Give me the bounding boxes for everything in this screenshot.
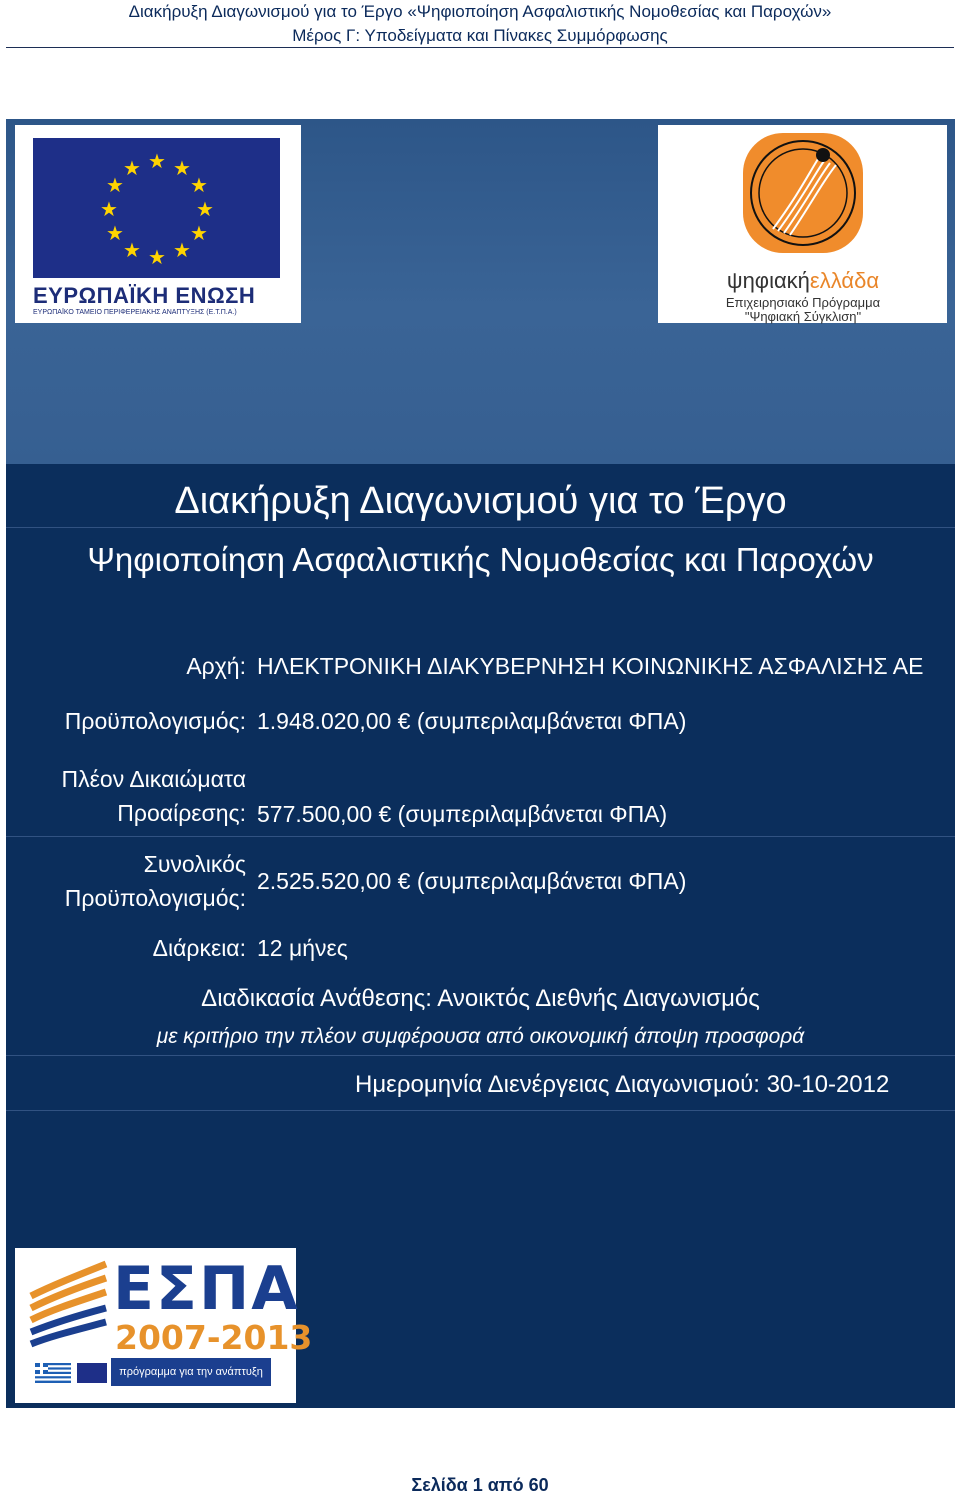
svg-text:★: ★ [196,197,214,221]
document-title: Διακήρυξη Διαγωνισμού για το Έργο [174,480,787,522]
cover-panel [6,119,955,1408]
svg-text:★: ★ [173,238,191,262]
espa-wordmark: ΕΣΠΑ [113,1254,300,1324]
eu-logo-title: ΕΥΡΩΠΑΪΚΗ ΕΝΩΣΗ [33,283,256,308]
espa-tagline-bar [111,1358,271,1386]
espa-tagline: πρόγραμμα για την ανάπτυξη [119,1366,263,1378]
espa-logo [15,1248,313,1403]
espa-swoosh-icon [21,1256,111,1366]
svg-text:★: ★ [190,221,208,245]
svg-text:★: ★ [148,149,166,173]
digital-greece-logo [658,125,947,323]
svg-text:★: ★ [148,245,166,269]
svg-text:★: ★ [106,221,124,245]
total-budget-label-line2: Προϋπολογισμός: [64,885,246,911]
eu-logo-subtitle: ΕΥΡΩΠΑΪΚΟ ΤΑΜΕΙΟ ΠΕΡΙΦΕΡΕΙΑΚΗΣ ΑΝΑΠΤΥΞΗΣ (Ε.Τ.Π.Α.) [33,309,237,316]
digital-greece-name [668,268,938,294]
total-budget-label-line1: Συνολικός [143,851,246,877]
project-title: Ψηφιοποίηση Ασφαλιστικής Νομοθεσίας και Παροχών [87,541,874,578]
header-rule [6,47,954,48]
page-number: Σελίδα 1 από 60 [411,1475,549,1495]
eu-flag-icon [33,138,280,278]
authority-label: Αρχή: [186,653,246,679]
option-label-line2: Προαίρεσης: [117,800,246,826]
svg-text:★: ★ [100,197,118,221]
budget-label: Προϋπολογισμός: [64,708,246,734]
eu-flag-small-icon [77,1363,107,1383]
procedure-line: Διαδικασία Ανάθεσης: Ανοικτός Διεθνής Διαγωνισμός [201,985,760,1012]
svg-text:★: ★ [190,173,208,197]
authority-value: ΗΛΕΚΤΡΟΝΙΚΗ ΔΙΑΚΥΒΕΡΝΗΣΗ ΚΟΙΝΩΝΙΚΗΣ ΑΣΦΑΛΙΣΗΣ ΑΕ [257,653,924,679]
espa-years: 2007-2013 [115,1318,313,1357]
digital-greece-name-a: ψηφιακή [726,268,810,293]
svg-text:★: ★ [123,238,141,262]
svg-text:★: ★ [123,156,141,180]
eu-logo [15,125,301,323]
svg-text:★: ★ [173,156,191,180]
greek-flag-icon [35,1363,71,1383]
tender-date: Ημερομηνία Διενέργειας Διαγωνισμού: 30-10-2012 [355,1071,890,1098]
option-value: 577.500,00 € (συμπεριλαμβάνεται ΦΠΑ) [257,801,668,827]
award-criterion: με κριτήριο την πλέον συμφέρουσα από οικονομική άποψη προσφορά [156,1025,805,1048]
divider [6,1110,955,1111]
divider [6,836,955,837]
digital-greece-program-name: "Ψηφιακή Σύγκλιση" [744,309,862,324]
total-budget-value: 2.525.520,00 € (συμπεριλαμβάνεται ΦΠΑ) [257,868,687,894]
header-title: Διακήρυξη Διαγωνισμού για το Έργο «Ψηφιοποίηση Ασφαλιστικής Νομοθεσίας και Παροχών» [128,2,832,21]
budget-value: 1.948.020,00 € (συμπεριλαμβάνεται ΦΠΑ) [257,708,687,734]
digital-greece-program: Επιχειρησιακό Πρόγραμμα [725,295,881,310]
divider [6,527,955,528]
digital-greece-emblem-icon [658,125,947,265]
duration-label: Διάρκεια: [152,935,246,961]
duration-value: 12 μήνες [257,935,348,961]
digital-greece-name-b: ελλάδα [809,268,880,293]
header-subtitle: Μέρος Γ: Υποδείγματα και Πίνακες Συμμόρφωσης [292,26,668,45]
option-label-line1: Πλέον Δικαιώματα [61,766,246,792]
svg-text:★: ★ [106,173,124,197]
divider [6,1055,955,1056]
